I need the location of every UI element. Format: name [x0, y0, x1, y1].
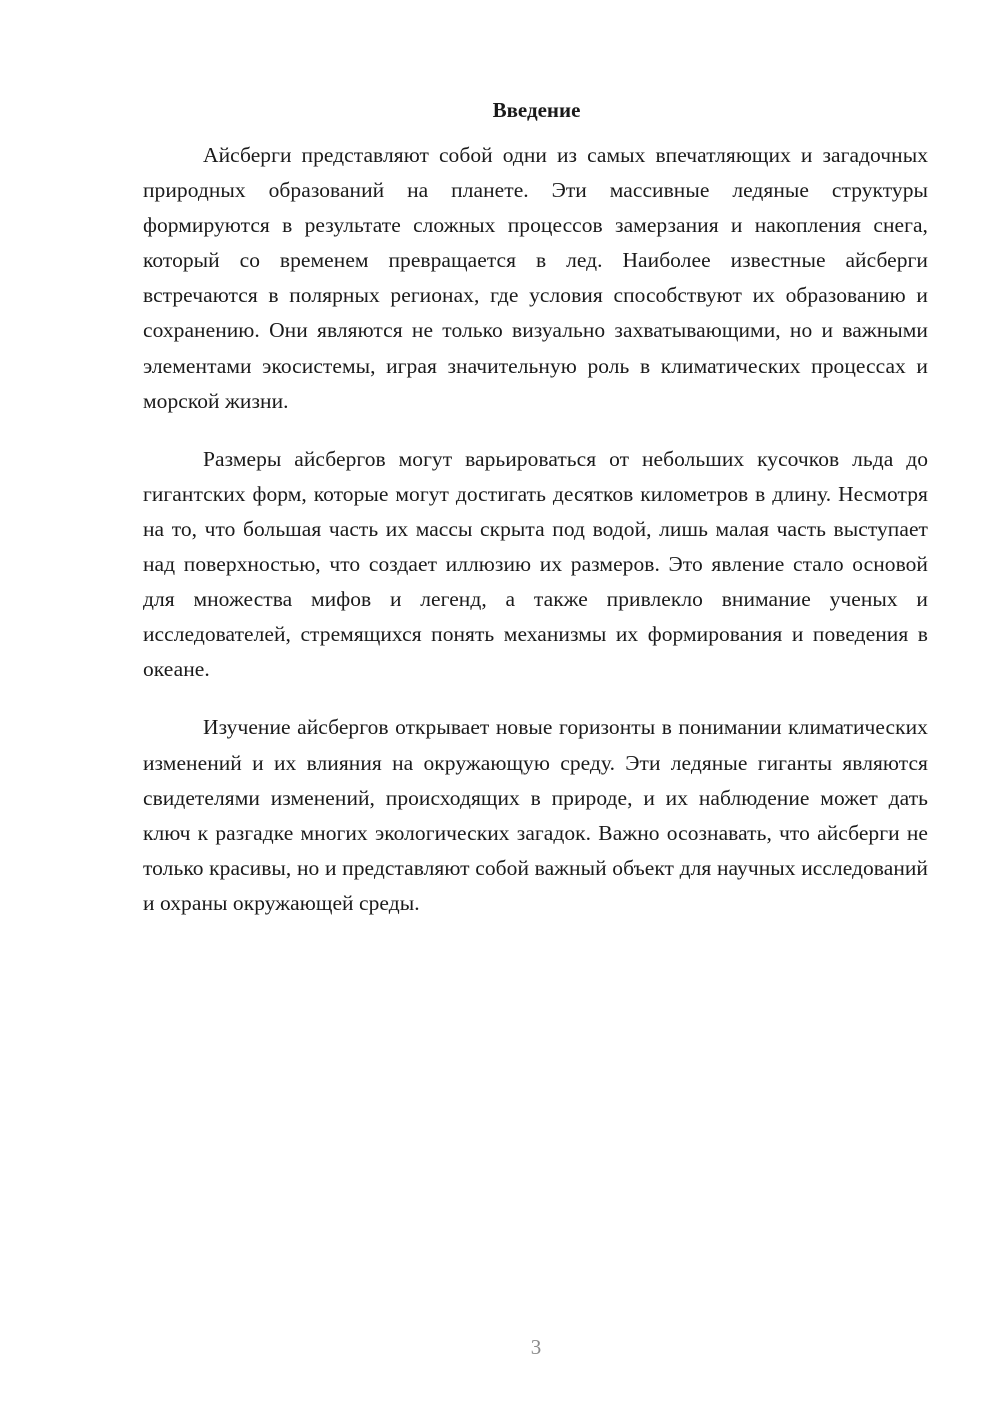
page-content: [143, 92, 928, 944]
paragraph-2: Размеры айсбергов могут варьироваться от небольших кусочков льда до гигантских форм, которые могут достигать десятков километров в длину. Несмотря на то, что большая часть их массы скрыта под водой, лишь малая часть выступает над поверхностью, что создает иллюзию их размеров. Это явление стало основой для множества мифов и легенд, а также привлекло внимание ученых и исследователей, стремящихся понять механизмы их формирования и поведения в океане.: [143, 446, 928, 682]
section-heading: Введение: [492, 98, 581, 122]
paragraph-3: Изучение айсбергов открывает новые горизонты в понимании климатических изменений и их влияния на окружающую среду. Эти ледяные гиганты являются свидетелями изменений, происходящих в природе, и их наблюдение может дать ключ к разгадке многих экологических загадок. Важно осознавать, что айсберги не только красивы, но и представляют собой важный объект для научных исследований и охраны окружающей среды.: [143, 715, 928, 915]
page-number: 3: [530, 1335, 542, 1359]
paragraph-1: Айсберги представляют собой одни из самых впечатляющих и загадочных природных образований на планете. Эти массивные ледяные структуры формируются в результате сложных процессов замерзания и накопления снега, который со временем превращается в лед. Наиболее известные айсберги встречаются в полярных регионах, где условия способствуют их образованию и сохранению. Они являются не только визуально захватывающими, но и важными элементами экосистемы, играя значительную роль в климатических процессах и морской жизни.: [143, 143, 928, 413]
